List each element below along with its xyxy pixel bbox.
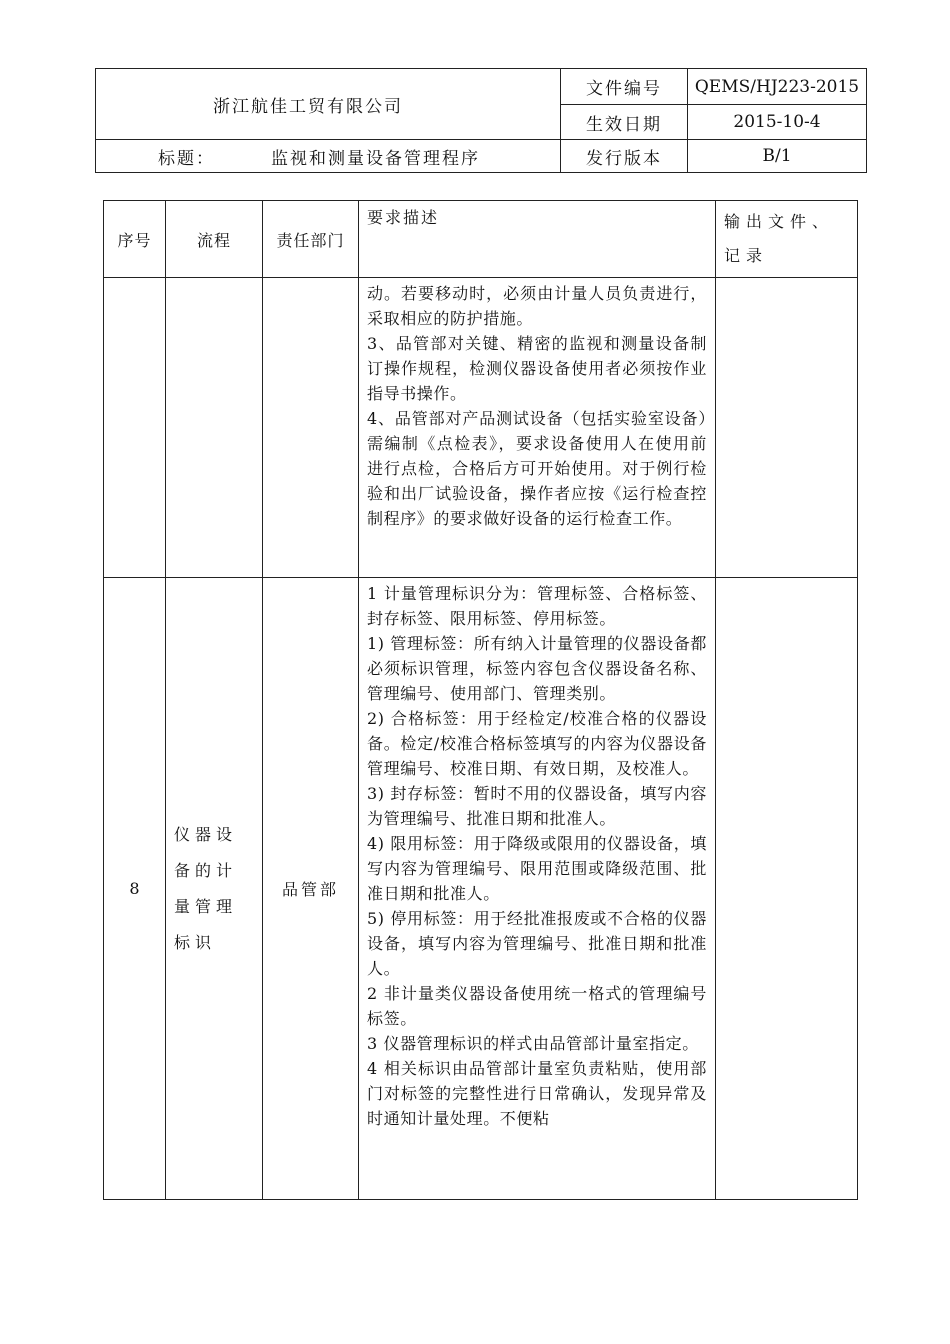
document-header-table xyxy=(95,68,867,173)
doc-no-value: QEMS/HJ223-2015 xyxy=(688,69,867,105)
row-output xyxy=(716,278,858,578)
row-no: 8 xyxy=(104,578,166,1200)
header-process: 流程 xyxy=(166,201,263,278)
desc-paragraph: 2) 合格标签：用于经检定/校准合格的仪器设备。检定/校准合格标签填写的内容为仪器设备管理编号、校准日期、有效日期，及校准人。 xyxy=(367,709,707,778)
title-label: 标题： xyxy=(158,148,215,169)
desc-paragraph: 4、品管部对产品测试设备（包括实验室设备）需编制《点检表》，要求设备使用人在使用前进行点检，合格后方可开始使用。对于例行检验和出厂试验设备，操作者应按《运行检查控制程序》的要求做好设备的运行检查工作。 xyxy=(367,409,707,528)
desc-paragraph: 4 相关标识由品管部计量室负责粘贴，使用部门对标签的完整性进行日常确认，发现异常及时通知计量处理。不便粘 xyxy=(367,1059,707,1128)
header-desc: 要求描述 xyxy=(359,201,716,278)
header-dept: 责任部门 xyxy=(263,201,359,278)
row-output xyxy=(716,578,858,1200)
desc-paragraph: 4) 限用标签：用于降级或限用的仪器设备，填写内容为管理编号、限用范围或降级范围、批准日期和批准人。 xyxy=(367,834,707,903)
row-description xyxy=(359,278,716,578)
desc-paragraph: 3 仪器管理标识的样式由品管部计量室指定。 xyxy=(367,1034,699,1053)
table-row xyxy=(104,278,858,578)
desc-paragraph: 3) 封存标签：暂时不用的仪器设备，填写内容为管理编号、批准日期和批准人。 xyxy=(367,784,707,828)
procedure-table xyxy=(103,200,858,1200)
desc-paragraph: 3、品管部对关键、精密的监视和测量设备制订操作规程，检测仪器设备使用者必须按作业指导书操作。 xyxy=(367,334,707,403)
doc-no-label: 文件编号 xyxy=(561,69,688,105)
company-name: 浙江航佳工贸有限公司 xyxy=(96,69,561,140)
header-no: 序号 xyxy=(104,201,166,278)
effective-date-value: 2015-10-4 xyxy=(688,105,867,140)
table-header-row xyxy=(104,201,858,278)
document-title: 监视和测量设备管理程序 xyxy=(271,148,480,169)
desc-paragraph: 动。若要移动时，必须由计量人员负责进行，采取相应的防护措施。 xyxy=(367,284,707,328)
version-label: 发行版本 xyxy=(561,140,688,173)
desc-paragraph: 5) 停用标签：用于经批准报废或不合格的仪器设备，填写内容为管理编号、批准日期和批准人。 xyxy=(367,909,707,978)
desc-paragraph: 2 非计量类仪器设备使用统一格式的管理编号标签。 xyxy=(367,984,707,1028)
table-row xyxy=(104,578,858,1200)
row-description xyxy=(359,578,716,1200)
row-dept xyxy=(263,278,359,578)
row-no xyxy=(104,278,166,578)
row-process xyxy=(166,278,263,578)
header-output: 输出文件、记录 xyxy=(716,201,858,278)
title-cell xyxy=(96,140,561,173)
effective-date-label: 生效日期 xyxy=(561,105,688,140)
desc-paragraph: 1) 管理标签：所有纳入计量管理的仪器设备都必须标识管理，标签内容包含仪器设备名称、管理编号、使用部门、管理类别。 xyxy=(367,634,707,703)
desc-paragraph: 1 计量管理标识分为：管理标签、合格标签、封存标签、限用标签、停用标签。 xyxy=(367,584,707,628)
version-value: B/1 xyxy=(688,140,867,173)
row-process: 仪器设备的计量管理标识 xyxy=(166,578,263,1200)
row-dept: 品管部 xyxy=(263,578,359,1200)
